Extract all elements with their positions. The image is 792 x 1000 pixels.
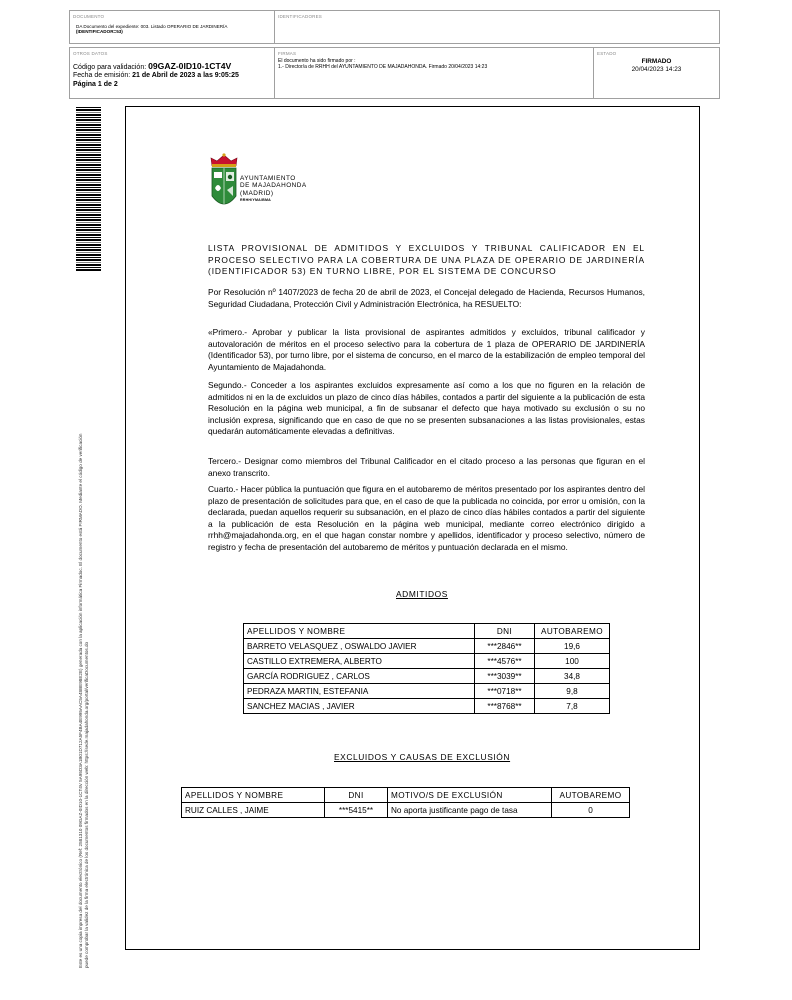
estado-box [593,47,720,99]
paragraph-tercero: Tercero.- Designar como miembros del Tribunal Calificador en el citado proceso a las personas que figuran en el anexo transcrito. [208,456,645,478]
logo-text [240,175,307,205]
cell-dni: ***3039** [475,669,535,684]
firmas-line1: El documento ha sido firmado por : [278,58,356,64]
fecha-value: 21 de Abril de 2023 a las 9:05:25 [132,72,239,80]
header-cell: DNI [475,624,535,639]
header-cell: MOTIVO/S DE EXCLUSIÓN [388,788,552,803]
paragraph-segundo: Segundo.- Conceder a los aspirantes excluidos expresamente así como a los que no figuren en la relación de admitidos ni en la de excluidos un plazo de cinco días hábiles, contados a partir del siguiente a la publicación de esta Resolución en la página web municipal, a fin de subsanar el defecto que haya motivado su exclusión o su no inclusión expresa, significando que en caso de que no se presenten subsanaciones a las listas provisionales, estas quedarán automáticamente elevadas a definitivas. [208,380,645,437]
admitidos-title: ADMITIDOS [396,589,448,599]
logo-line3: (MADRID) [240,189,274,197]
cell-name: GARCÍA RODRIGUEZ , CARLOS [244,669,475,684]
table-header-row [182,788,630,803]
excluidos-title: EXCLUIDOS Y CAUSAS DE EXCLUSIÓN [334,752,511,762]
cell-autobaremo: 9,8 [535,684,610,699]
identificadores-label: IDENTIFICADORES [278,14,323,19]
logo-line1: AYUNTAMIENTO [240,175,296,182]
table-header-row [244,624,610,639]
codigo-prefix: Código para validación: [73,64,147,71]
pagina: Página 1 de 2 [73,80,118,88]
logo-line2: DE MAJADAHONDA [240,182,307,190]
header-cell: APELLIDOS Y NOMBRE [244,624,475,639]
documento-text [76,24,227,35]
firmas-line2: 1.- Director/a de RRHH del AYUNTAMIENTO DE MAJADAHONDA. Firmado 20/04/2023 14:23 [278,64,488,71]
estado-date: 20/04/2023 14:23 [631,66,682,73]
fecha-prefix: Fecha de emisión: [73,72,131,80]
firmas-text [278,58,487,70]
otros-label: OTROS DATOS [73,51,108,56]
admitidos-table [243,623,610,714]
table-row [244,699,610,714]
estado-value: FIRMADO [641,58,672,65]
otros-datos-box [69,47,275,99]
table-row [182,803,630,818]
header-cell: AUTOBAREMO [535,624,610,639]
estado-text [594,58,719,74]
codigo-value: 09GAZ-0ID10-1CT4V [148,61,232,71]
barcode-icon [76,107,101,272]
document-title: LISTA PROVISIONAL DE ADMITIDOS Y EXCLUIDOS Y TRIBUNAL CALIFICADOR EN EL PROCESO SELECTIVO PARA LA COBERTURA DE UNA PLAZA DE OPERARIO DE JARDINERÍA (IDENTIFICADOR 53) EN TURNO LIBRE, POR EL SISTEMA DE CONCURSO [208,243,645,277]
cell-autobaremo: 7,8 [535,699,610,714]
estado-label: ESTADO [597,51,617,56]
cell-dni: ***4576** [475,654,535,669]
side-text-line1: Este es una copia impresa del documento electrónico (Ref: 2581310 09GAZ-0ID10-1CT4V 5A95D3A1B01D712A5F4BA4E995AAC5A48BE98E2E) generada con la aplicación informática Firmadoc. El documento está FIRMADO. Mediante el código de verificación [78,433,83,968]
cell-autobaremo: 19,6 [535,639,610,654]
documento-line2: (IDENTIFICADOR=53) [76,29,123,35]
cell-autobaremo: 0 [552,803,630,818]
cell-dni: ***8768** [475,699,535,714]
coat-of-arms-icon [208,152,240,214]
documento-line1: DA Documento del expediente: 003. Listado OPERARIO DE JARDINERÍA [76,24,228,29]
document-box [69,10,275,44]
verification-side-text [78,268,89,968]
table-row [244,669,610,684]
table-row [244,654,610,669]
documento-label: DOCUMENTO [73,14,105,19]
cell-name: RUIZ CALLES , JAIME [182,803,325,818]
table-row [244,684,610,699]
header-cell: APELLIDOS Y NOMBRE [182,788,325,803]
identificadores-box [274,10,720,44]
cell-dni: ***2846** [475,639,535,654]
side-text-line2: puede comprobar la validez de la firma electrónica de los documentos firmados en la dirección web: https://sede.majadahonda.org/portal/verificaDocumentos.do [83,641,89,968]
logo-line4: RRHH/YMA/BMA [240,198,271,203]
cell-motivo: No aporta justificante pago de tasa [388,803,552,818]
excluidos-table [181,787,630,818]
otros-datos [73,62,239,89]
cell-autobaremo: 34,8 [535,669,610,684]
cell-autobaremo: 100 [535,654,610,669]
firmas-box [274,47,594,99]
cell-name: CASTILLO EXTREMERA, ALBERTO [244,654,475,669]
header-cell: AUTOBAREMO [552,788,630,803]
header-cell: DNI [325,788,388,803]
cell-dni: ***0718** [475,684,535,699]
cell-name: BARRETO VELASQUEZ , OSWALDO JAVIER [244,639,475,654]
cell-dni: ***5415** [325,803,388,818]
table-row [244,639,610,654]
paragraph-cuarto: Cuarto.- Hacer pública la puntuación que figura en el autobaremo de méritos presentado por los aspirantes dentro del plazo de presentación de solicitudes para que, en el caso de que la publicada no coincida, por error u omisión, con la declarada, puedan aquellos requerir su subsanación, en el plazo de cinco días hábiles contados a partir del siguiente a la publicación de esta Resolución en la página web municipal, mediante correo electrónico dirigido a rrhh@majadahonda.org, en el que hagan constar nombre y apellidos, identificador y proceso selectivo, número de registro y fecha de presentación del autobaremo de méritos y puntuación declarada en el mismo. [208,484,645,552]
cell-name: SANCHEZ MACIAS , JAVIER [244,699,475,714]
cell-name: PEDRAZA MARTIN, ESTEFANIA [244,684,475,699]
paragraph-resolucion: Por Resolución nº 1407/2023 de fecha 20 de abril de 2023, el Concejal delegado de Hacienda, Recursos Humanos, Seguridad Ciudadana, Protección Civil y Administración Electrónica, ha RESUELTO: [208,287,645,309]
paragraph-primero: «Primero.- Aprobar y publicar la lista provisional de aspirantes admitidos y excluidos, tribunal calificador y autovaloración de méritos en el proceso selectivo para la cobertura de 1 plaza de OPERARIO DE JARDINERÍA (Identificador 53), por turno libre, por el sistema de concurso, en el marco de la estabilización de empleo temporal del Ayuntamiento de Majadahonda. [208,327,645,372]
firmas-label: FIRMAS [278,51,297,56]
